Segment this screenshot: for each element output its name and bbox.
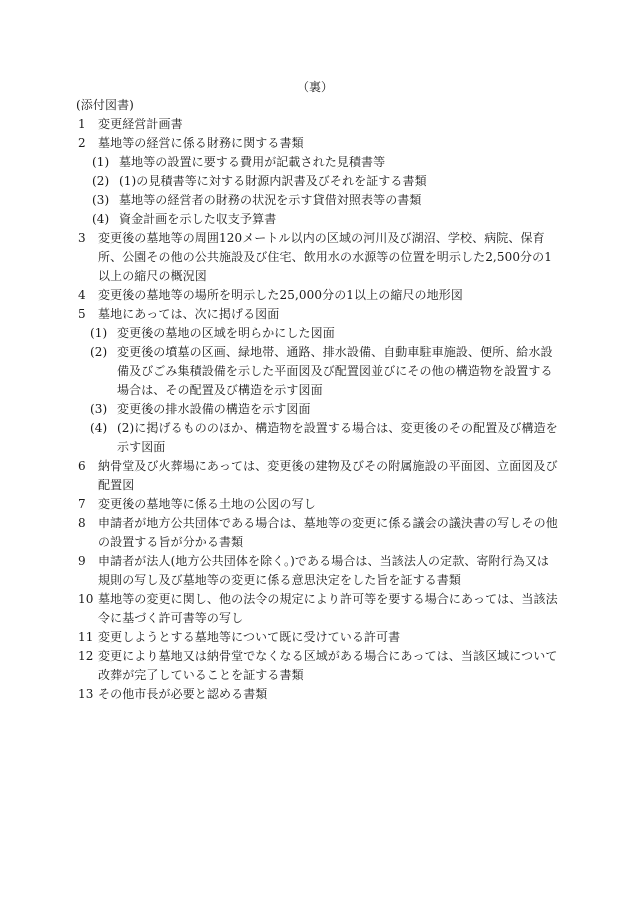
item-text: 変更後の墓地等の周囲120メートル以内の区域の河川及び湖沼、学校、病院、保育所、公園その他の公共施設及び住宅、飲用水の水源等の位置を明示した2,500分の1以上の縮尺の概況図 [98,231,552,283]
page-header: （裏） [296,80,333,94]
list-item-8 [78,514,558,552]
list-item-6 [78,457,558,495]
item-number: 7 [78,497,86,511]
list-item-2 [78,134,558,153]
sub-item-5-2 [78,343,558,400]
item-number: 5 [78,307,86,321]
item-number: 2 [78,136,86,150]
list-item-10 [78,590,558,628]
item-number: 8 [78,516,86,530]
sub-item-2-4 [78,210,558,229]
list-item-13 [78,685,558,704]
sub-item-text: 墓地等の設置に要する費用が記載された見積書等 [119,155,386,169]
list-item-4 [78,286,558,305]
sub-item-text: 資金計画を示した収支予算書 [119,212,277,226]
sub-item-number: (4) [90,421,108,435]
item-text: 申請者が地方公共団体である場合は、墓地等の変更に係る議会の議決書の写しその他の設置する旨が分かる書類 [98,516,558,549]
item-number: 11 [78,630,94,644]
sub-item-2-3 [78,191,558,210]
list-item-9 [78,552,558,590]
list-item-5 [78,305,558,324]
sub-item-5-1 [78,324,558,343]
item-text: 申請者が法人(地方公共団体を除く。)である場合は、当該法人の定款、寄附行為又は規則の写し及び墓地等の変更に係る意思決定をした旨を証する書類 [98,554,550,587]
item-text: 墓地にあっては、次に掲げる図面 [98,307,280,321]
sub-item-number: (4) [92,212,110,226]
sub-item-text: (2)に掲げるもののほか、構造物を設置する場合は、変更後のその配置及び構造を示す図面 [117,421,558,454]
sub-item-text: 変更後の墳墓の区画、緑地帯、通路、排水設備、自動車駐車施設、便所、給水設備及びごみ集積設備を示した平面図及び配置図並びにその他の構造物を設置する場合は、その配置及び構造を示す図面 [117,345,553,397]
sub-item-2-1 [78,153,558,172]
list-item-11 [78,628,558,647]
list-item-3 [78,229,558,286]
item-number: 1 [78,117,86,131]
sub-item-5-4 [78,419,558,457]
sub-item-number: (3) [92,193,110,207]
list-item-7 [78,495,558,514]
sub-item-text: 変更後の墓地の区域を明らかにした図面 [117,326,335,340]
sub-item-number: (2) [90,345,108,359]
item-number: 3 [78,231,86,245]
item-text: 墓地等の経営に係る財務に関する書類 [98,136,304,150]
item-text: 墓地等の変更に関し、他の法令の規定により許可等を要する場合にあっては、当該法令に基づく許可書等の写し [98,592,558,625]
sub-item-number: (2) [92,174,110,188]
sub-item-text: 変更後の排水設備の構造を示す図面 [117,402,311,416]
item-text: 変更後の墓地等の場所を明示した25,000分の1以上の縮尺の地形図 [98,288,463,302]
sub-item-number: (1) [90,326,108,340]
item-number: 9 [78,554,86,568]
item-text: その他市長が必要と認める書類 [98,687,268,701]
section-title: (添付図書) [76,98,134,112]
sub-item-number: (3) [90,402,108,416]
item-text: 変更により墓地又は納骨堂でなくなる区域がある場合にあっては、当該区域について改葬が完了していることを証する書類 [98,649,558,682]
sub-item-text: 墓地等の経営者の財務の状況を示す貸借対照表等の書類 [119,193,422,207]
sub-item-text: (1)の見積書等に対する財源内訳書及びそれを証する書類 [119,174,427,188]
item-text: 変更後の墓地等に係る土地の公図の写し [98,497,316,511]
item-number: 4 [78,288,86,302]
item-number: 10 [78,592,94,606]
item-text: 変更経営計画書 [98,117,183,131]
sub-item-5-3 [78,400,558,419]
sub-item-number: (1) [92,155,110,169]
sub-item-2-2 [78,172,558,191]
item-number: 13 [78,687,94,701]
list-item-1 [78,115,558,134]
list-item-12 [78,647,558,685]
item-number: 12 [78,649,94,663]
attachment-list [78,96,558,704]
item-text: 変更しようとする墓地等について既に受けている許可書 [98,630,401,644]
item-text: 納骨堂及び火葬場にあっては、変更後の建物及びその附属施設の平面図、立面図及び配置図 [98,459,558,492]
item-number: 6 [78,459,86,473]
